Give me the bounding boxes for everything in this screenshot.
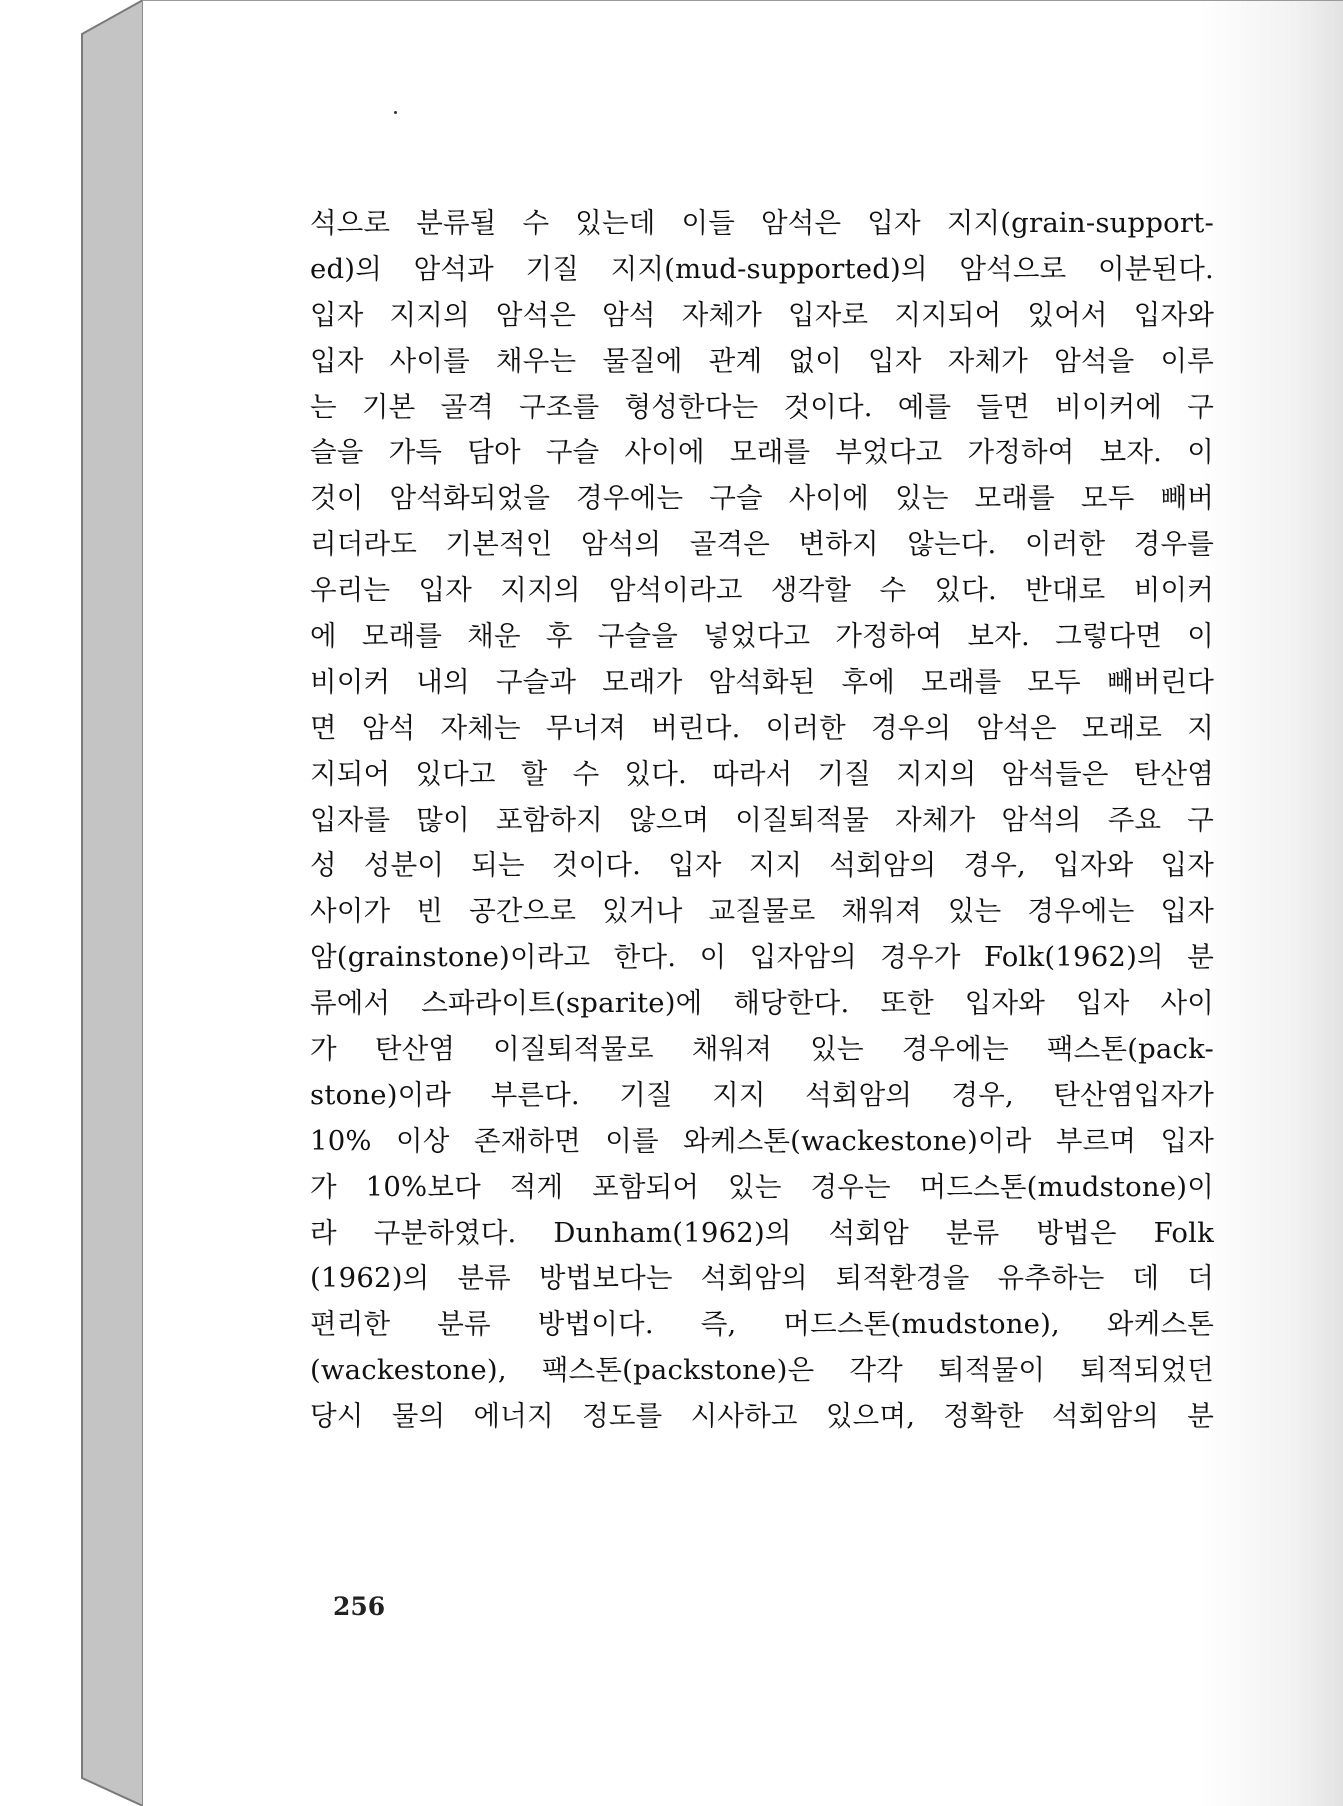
text-line: 비이커 내의 구슬과 모래가 암석화된 후에 모래를 모두 빼버린다 xyxy=(310,665,1214,698)
text-line: 성 성분이 되는 것이다. 입자 지지 석회암의 경우, 입자와 입자 xyxy=(310,849,1214,882)
text-line: 는 기본 골격 구조를 형성한다는 것이다. 예를 들면 비이커에 구 xyxy=(310,390,1214,423)
text-line: 지되어 있다고 할 수 있다. 따라서 기질 지지의 암석들은 탄산염 xyxy=(310,757,1214,790)
text-line: 류에서 스파라이트(sparite)에 해당한다. 또한 입자와 입자 사이 xyxy=(310,987,1214,1020)
text-line: 슬을 가득 담아 구슬 사이에 모래를 부었다고 가정하여 보자. 이 xyxy=(310,436,1214,469)
text-line: 입자 지지의 암석은 암석 자체가 입자로 지지되어 있어서 입자와 xyxy=(310,298,1214,331)
text-line: stone)이라 부른다. 기질 지지 석회암의 경우, 탄산염입자가 xyxy=(310,1078,1214,1111)
text-line: 것이 암석화되었을 경우에는 구슬 사이에 있는 모래를 모두 빼버 xyxy=(310,482,1214,515)
text-line: 가 10%보다 적게 포함되어 있는 경우는 머드스톤(mudstone)이 xyxy=(310,1170,1214,1203)
text-line: 우리는 입자 지지의 암석이라고 생각할 수 있다. 반대로 비이커 xyxy=(310,574,1214,607)
text-line: (1962)의 분류 방법보다는 석회암의 퇴적환경을 유추하는 데 더 xyxy=(310,1262,1214,1295)
text-line: 10% 이상 존재하면 이를 와케스톤(wackestone)이라 부르며 입자 xyxy=(310,1124,1214,1157)
text-line: 사이가 빈 공간으로 있거나 교질물로 채워져 있는 경우에는 입자 xyxy=(310,895,1214,928)
text-line: 편리한 분류 방법이다. 즉, 머드스톤(mudstone), 와케스톤 xyxy=(310,1308,1214,1341)
text-line: 에 모래를 채운 후 구슬을 넣었다고 가정하여 보자. 그렇다면 이 xyxy=(310,620,1214,653)
text-line: ed)의 암석과 기질 지지(mud-supported)의 암석으로 이분된다. xyxy=(310,252,1214,285)
text-line: 리더라도 기본적인 암석의 골격은 변하지 않는다. 이러한 경우를 xyxy=(310,528,1214,561)
text-line: 입자 사이를 채우는 물질에 관계 없이 입자 자체가 암석을 이루 xyxy=(310,344,1214,377)
stray-mark xyxy=(394,111,397,114)
page-number: 256 xyxy=(333,1592,386,1621)
text-line: 라 구분하였다. Dunham(1962)의 석회암 분류 방법은 Folk xyxy=(310,1216,1214,1249)
text-line: 입자를 많이 포함하지 않으며 이질퇴적물 자체가 암석의 주요 구 xyxy=(310,803,1214,836)
text-line: 암(grainstone)이라고 한다. 이 입자암의 경우가 Folk(1962)의 분 xyxy=(310,941,1214,974)
body-paragraph xyxy=(310,201,1214,1440)
text-line: 석으로 분류될 수 있는데 이들 암석은 입자 지지(grain-support- xyxy=(310,207,1214,239)
text-line: 면 암석 자체는 무너져 버린다. 이러한 경우의 암석은 모래로 지 xyxy=(310,711,1214,744)
text-line: (wackestone), 팩스톤(packstone)은 각각 퇴적물이 퇴적되었던 xyxy=(310,1354,1214,1387)
text-line: 가 탄산염 이질퇴적물로 채워져 있는 경우에는 팩스톤(pack- xyxy=(310,1033,1214,1066)
text-line: 당시 물의 에너지 정도를 시사하고 있으며, 정확한 석회암의 분 xyxy=(310,1400,1214,1433)
book-spine xyxy=(0,0,150,1806)
